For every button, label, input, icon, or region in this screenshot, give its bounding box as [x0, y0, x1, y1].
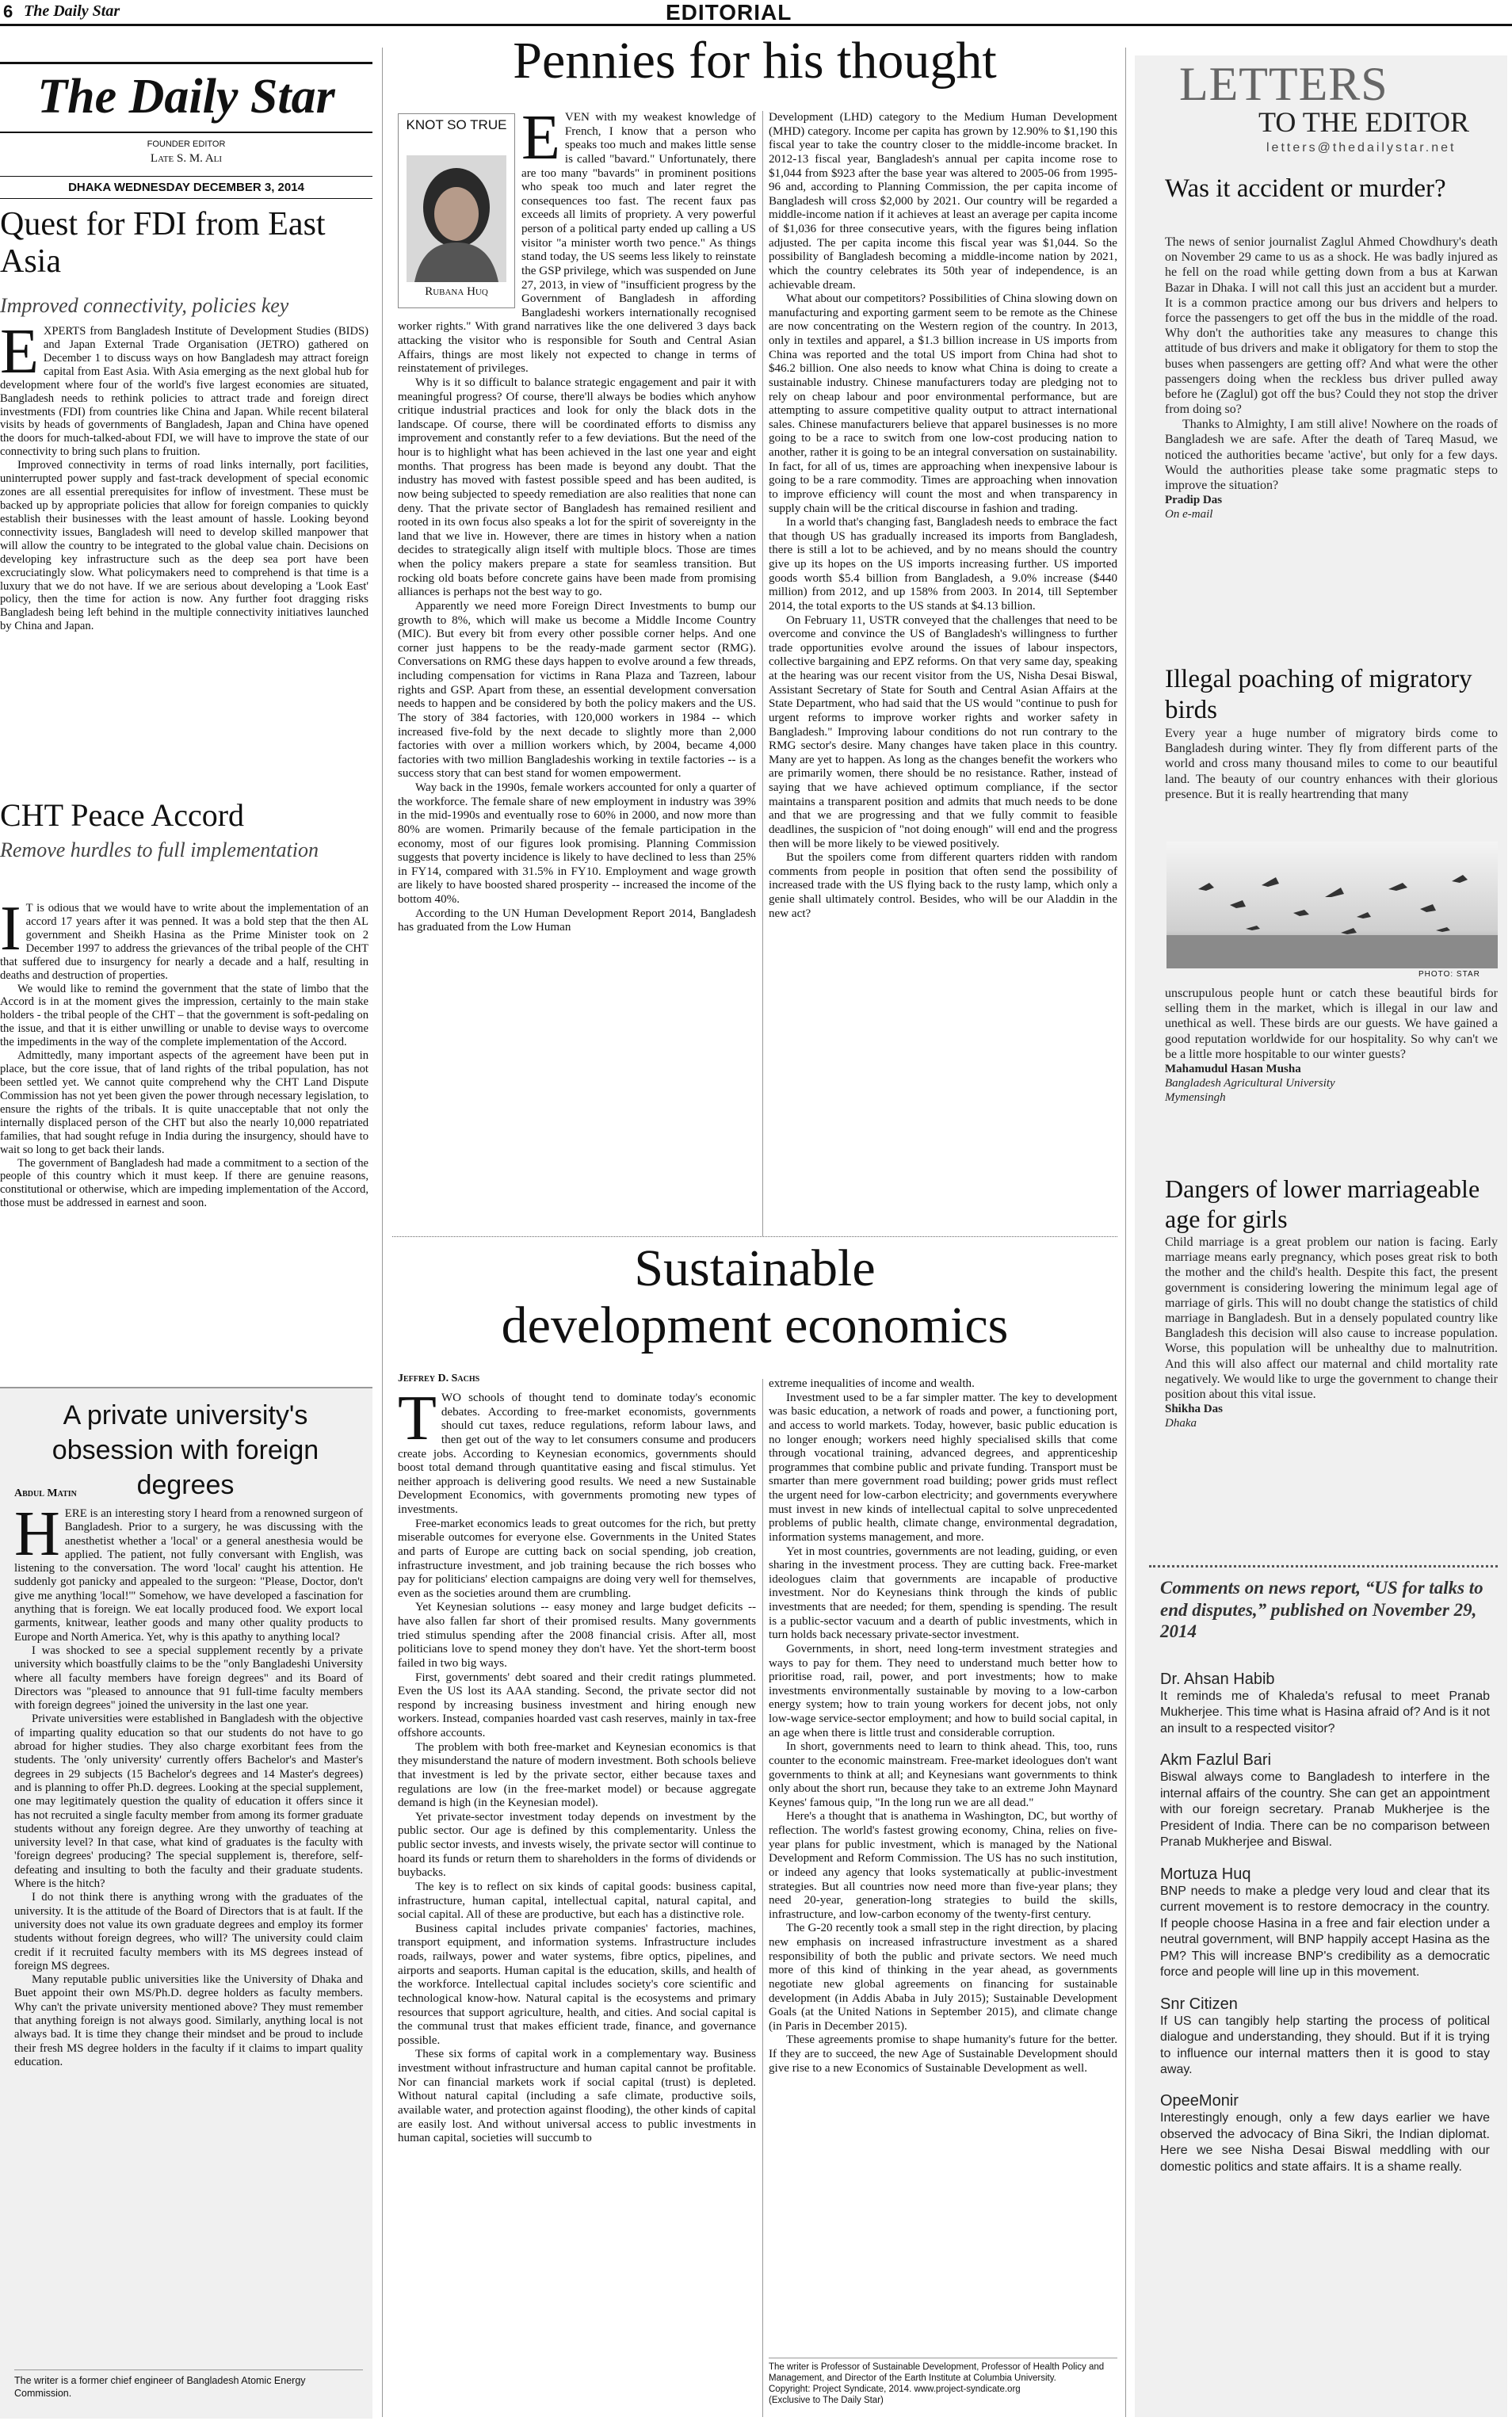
drop-cap: H — [14, 1499, 60, 1569]
sustainable-headline-2: development economics — [501, 1296, 1009, 1354]
editorial2-headline: CHT Peace Accord — [0, 797, 245, 833]
masthead-rule-top — [0, 62, 372, 64]
paragraph: XPERTS from Bangladesh Institute of Development Studies (BIDS) and Japan External Trade Organisation (JETRO) gathered on December 1 to discuss ways on how Bangladesh may attract foreign capital from East Asia. With Asia emerging as the next global hub for development where four of the world's five largest economies are situated, Bangladesh needs to rethink policies to attract trade and foreign direct investments (FDI) from countries like China and Japan. While recent bilateral visits by heads of governments of Bangladesh, Japan and China have opened the doors for much-talked-about FDI, we will have to improve the state of our connectivity to bring such plans to fruition. — [0, 325, 368, 459]
byline: Abdul Matin — [14, 1487, 77, 1499]
editorial1-headline: Quest for FDI from East Asia — [0, 206, 326, 281]
letter2-body-top: Every year a huge number of migratory birds come to Bangladesh during winter. They fly from different parts of the world and cross many thousand miles to come to our beautiful land. The beauty of our country enhances with their glorious presence. But it is really heartrending that many — [1165, 727, 1498, 801]
copyright: Copyright: Project Syndicate, 2014. www.project-syndicate.org — [769, 2385, 1021, 2395]
letter1-body — [1165, 235, 1498, 521]
paragraph: The problem with both free-market and Keynesian economics is that they misunderstand the nature of modern investment. Both schools believe that investment is led by the private sector, either because taxes and regulations are low (in the free-market model) or because aggregate demand is high (in the Keynesian model). — [398, 1740, 756, 1810]
private-university-article — [0, 1387, 372, 2419]
article-body — [14, 1499, 363, 2069]
comment-text: It reminds me of Khaleda's refusal to meet Pranab Mukherjee. This time what is Hasina afraid of? And is it not an insult to a respected visitor? — [1160, 1690, 1490, 1736]
writer-note: The writer is a former chief engineer of Bangladesh Atomic Energy Commission. — [14, 2375, 306, 2399]
column-rule — [382, 48, 383, 2417]
paragraph: extreme inequalities of income and wealth. — [769, 1377, 975, 1390]
paragraph: Admittedly, many important aspects of the agreement have been put in place, but the core issue, that of land rights of the tribal population, has not been settled yet. We cannot quite comprehend why the CHT Land Dispute Commission has not yet been given the power through necessary legislation, to ensure the rights of the tribals. It is quite unacceptable that not only the internally displaced person of the CHT but also the nearly 10,000 repatriated families, that had sought refuge in India during the insurgency, should have to wait so long to get back their lands. — [0, 1049, 368, 1156]
comment-author: OpeeMonir — [1160, 2092, 1239, 2110]
page-number: 6 — [3, 2, 13, 21]
letters-email[interactable]: letters@thedailystar.net — [1266, 141, 1457, 155]
signature-sub: On e-mail — [1165, 508, 1213, 521]
paragraph: I do not think there is anything wrong with the graduates of the university. It is the attitude of the Board of Directors that is at fault. If the university does not value its own graduate degrees and employ its former students without foreign degrees, who will? The university could claim credit if it recruited faculty members with its MS degrees instead of foreign MS degrees. — [14, 1891, 363, 1972]
paragraph: Apparently we need more Foreign Direct Investments to bump our growth to 8%, which will make us become a Middle Income Country (MIC). But every bit from every other possible corner helps. And one corner just happens to be the ready-made garment sector (RMG). Conversations on RMG these days happen to evolve around a few threads, including compensation for victims in Rana Plaza and Tazreen, labour rights and GSP. Apart from these, an essential development conversation needs to happen and be considered by both the policy makers and the US. The story of 384 factories, with 120,000 workers in 1984 -- which increased five-fold by the next decade to slightly more than 2,000 factories with over a million workers which, by 2004, became 4,000 factories with two million Bangladeshis working in textile factories -- is a success story that can best stand for women empowerment. — [398, 599, 756, 781]
comment-author: Dr. Ahsan Habib — [1160, 1671, 1275, 1688]
founder-label: FOUNDER EDITOR — [147, 139, 226, 149]
paragraph: The government of Bangladesh had made a commitment to a section of the people of this country which it must keep. If there are genuine reasons, constitutional or otherwise, which are impeding implementation of the Accord, those must be addressed in earnest and soon. — [0, 1156, 368, 1210]
paragraph: These agreements promise to shape humanity's future for the better. If they are to succeed, the new Age of Sustainable Development should give rise to a new Economics of Sustainable Development as well. — [769, 2033, 1117, 2075]
comment-item — [1160, 2092, 1490, 2175]
paragraph: Yet Keynesian solutions -- easy money and large budget deficits -- have also fallen far short of their promised results. Many governments tried stimulus spending after the 2008 financial crisis. After all, most politicians love to spend money they don't have. Yet the short-term boost failed in two big ways. — [398, 1601, 756, 1670]
paragraph: Why is it so difficult to balance strategic engagement and pair it with meaningful progress? Of course, there'll always be bodies which anyhow critique industrial practices and look for only the black dots in the landscape. Of course, there will be coordinated efforts to dismiss any improvement and constantly refer to a few deviations. But the need of the hour is to highlight what has been achieved in the last one year and eight months. That progress has been made is beyond any doubt. That the industry has moved with fastest possible speed and has been audited, is now being subjected to speedy remediation are also realities that none can deny. That the private sector of Bangladesh has remained resilient and rooted in its own focus also speaks a lot for the spirit of sovereignty in the land that we live in. However, there are times in history when a nation decides to strategically align itself with multiple blocs. Those are times when the policy makers prepare a state for seamless transition. But rocking old boats before concrete gains have been made from promising alliances is perhaps not the best way to go. — [398, 376, 756, 599]
comment-list — [1160, 1671, 1490, 2175]
comments-box — [1149, 1565, 1498, 2414]
paragraph: I was shocked to see a special supplement recently by a private university which boastfully claims to be the "only Bangladeshi University where all faculty members have foreign degrees" and its Board of Directors was "pleased to announce that 91 full-time faculty members with foreign degrees" joined the university in the last one year. — [14, 1644, 363, 1713]
byline: Jeffrey D. Sachs — [398, 1373, 480, 1384]
letters-subtitle: TO THE EDITOR — [1258, 106, 1469, 138]
paragraph: Investment used to be a far simpler matter. The key to development was basic education, a network of roads and power, a functioning port, and access to world markets. Today, however, basic public education is no longer enough; workers need highly specialised skills that come through vocational training, advanced degrees, and apprenticeship programmes that combine public and private funding. Transport must be smarter than mere government road building; power grids must reflect the urgent need for low-carbon electricity; and governments everywhere must invest in new kinds of intellectual capital to solve unprecedented problems of public health, climate change, environmental degradation, information systems management, and more. — [769, 1391, 1117, 1544]
portrait-spacer — [398, 111, 521, 314]
paragraph: The key is to reflect on six kinds of capital goods: business capital, infrastructure, human capital, intellectual capital, natural capital, and social capital. All of these are productive, but each has a distinctive role. — [398, 1880, 756, 1922]
article-headline: A private university's obsession with foreign degrees — [52, 1400, 319, 1501]
comment-text: Biswal always come to Bangladesh to interfere in the internal affairs of the country. She can get an appointment with our foreign secretary. Pranab Mukherjee is the President of India. There can be no comparison between Pranab Mukherjee and Biswal. — [1160, 1770, 1490, 1850]
paragraph: Private universities were established in Bangladesh with the objective of imparting quality education so that our students do not have to go abroad for higher studies. They also charge exorbitant fees from the students. The 'only university' currently offers Bachelor's and Master's degrees in 29 subjects (15 Bachelor's degrees and 14 Master's degrees) and is planning to offer Ph.D. degrees. Looking at the special supplement, one may legitimately question the quality of education it offers since it has not recruited a single faculty member from among its former graduate students without any foreign degree. Are they unworthy of teaching at university level? In that case, what kind of graduates is the faculty with 'foreign degrees' producing? The special supplement is, therefore, self-defeating and insulting to both the faculty and their graduate students. Where is the hitch? — [14, 1713, 363, 1891]
letter3-body — [1165, 1235, 1498, 1430]
paragraph: Governments, in short, need long-term investment strategies and ways to pay for them. They need to understand much better how to prioritise road, rail, power, and port investments; how to make investments environmentally sustainable by moving to a low-carbon energy system; how to train young workers for decent jobs, not only low-wage service-sector employment; and how to build social capital, in an age when there is little trust and considerable corruption. — [769, 1642, 1117, 1739]
paragraph: These six forms of capital work in a complementary way. Business investment without infrastructure and human capital cannot be profitable. Nor can financial markets work if social capital (trust) is depleted. Without natural capital (including a safe climate, productive soils, available water, and protection against flooding), the other kinds of capital are easily lost. And without universal access to public investments in human capital, societies will succumb to — [398, 2048, 756, 2145]
masthead-logo: The Daily Star — [37, 70, 335, 124]
comment-author: Mortuza Huq — [1160, 1865, 1251, 1883]
writer-note-text: The writer is Professor of Sustainable Development, Professor of Health Policy and Management, and Director of the Earth Institute at Columbia University. — [769, 2362, 1105, 2384]
paragraph: According to the UN Human Development Report 2014, Bangladesh has graduated from the Low Human — [398, 907, 756, 934]
paragraph: Here's a thought that is anathema in Washington, DC, but worthy of reflection. The world's fastest growing economy, China, relies on five-year plans for public investment, which is managed by the National Development and Reform Commission. The US has no such institution, or indeed any agency that looks systematically at public-investment strategies. But all countries now need more than five-year plans; they need 20-year, generation-long strategies to build the skills, infrastructure, and low-carbon economy of the twenty-first century. — [769, 1810, 1117, 1921]
paragraph: ERE is an interesting story I heard from a renowned surgeon of Bangladesh. Prior to a surgery, he was discussing with the anesthetist whether a 'local' or a general anesthesia would be applied. The patient, not fully conversant with English, was listening to the conversation. The word 'local' caught his attention. He suddenly got panicky and appealed to the surgeon: "Please, Doctor, don't give me anything 'local!'" Somehow, we have developed a fascination for anything that is foreign. We eat locally produced food. We export local garments, knitwear, leather goods and many other quality products to Europe and North America. Yet, why is this apathy to anything local? — [14, 1507, 363, 1644]
comment-item — [1160, 1865, 1490, 1981]
paragraph: Yet private-sector investment today depends on investment by the public sector. Our age is defined by this complementarity. Unless the public sector invests, and invests wisely, the private sector will continue to hoard its funds or return them to shareholders in the forms of dividends or buybacks. — [398, 1810, 756, 1880]
paragraph: What about our competitors? Possibilities of China slowing down on manufacturing and exporting garment seem to be remote as the Chinese are now concentrating on the Western region of the country. In 2013, only in textiles and apparel, a $1.3 billion increase in US imports from China was reported and the total US import from China had shot to $46.2 billion. One also needs to know what China is doing to create a sustainable industry. Chinese manufacturers today are pledging not to rely on cheap labour and poor environmental performance, but are attempting to assure competitive quality output to attract international sales. Chinese manufacturers believe that apparel businesses is no more going to be a race to switch from one low-cost producing nation to another, rather it is going to be an integral conversation on sustainability. In fact, for all of us, times are approaching when inexpensive labour is going to be a rare commodity. Times are approaching when innovation to improve efficiency will count the most and when transparency in supply chain will be the critical discourse in fashion and trading. — [769, 292, 1117, 515]
column-name: KNOT SO TRUE — [406, 117, 507, 132]
paragraph: The news of senior journalist Zaglul Ahmed Chowdhury's death on November 29 came to us as a shock. He was badly injured as he fell on the road while getting down from a bus at Karwan Bazar in Dhaka. I will not call this just an accident but a murder. It is a common practice among our bus drivers and helpers to force the passengers to get off the bus in the middle of the road. Why don't the authorities take any measures to change this attitude of bus drivers and make it obligatory for them to stop the buses when passengers are getting off? And what were the other passengers doing when the reckless bus driver pulled away before he (Zaglul) got off the bus? Could they not stop the driver from doing so? — [1165, 235, 1498, 417]
signature-sub: Mymensingh — [1165, 1090, 1226, 1104]
comment-author: Akm Fazlul Bari — [1160, 1751, 1272, 1770]
comment-author: Snr Citizen — [1160, 1995, 1238, 2013]
section-title: EDITORIAL — [666, 0, 792, 25]
comment-item — [1160, 1995, 1490, 2079]
paragraph: On February 11, USTR conveyed that the challenges that need to be overcome and convince the US of Bangladesh's willingness to further trade opportunities evolve around the issues of labour inspectors, collective bargaining and EPZ reforms. On that very same day, speaking at the hearing was our recent visitor from the US, Nisha Desai Biswal, Assistant Secretary of State for South and Central Asian Affairs at the State Department, who had said that the US would "continue to push for urgent reforms to improve worker rights and worker safety in Bangladesh." Improving labour conditions do not run contrary to the RMG sector's desire. Many changes have taken place in this country. Many are yet to happen. As long as the changes benefit the workers who are primarily women, there should be no resistance. Rather, instead of saying that we have achieved optimum compliance, if the sector maintains a transparent position and admits that much needs to be done and that we are progressing and that we fully commit to feasible deadlines, the suspicion of "not doing enough" will end and the progress then will be more likely to be viewed positively. — [769, 613, 1117, 850]
writer-note — [769, 2362, 1117, 2406]
drop-cap: T — [398, 1384, 437, 1453]
sustainable-headline-1: Sustainable — [634, 1239, 876, 1297]
column-rule — [1125, 48, 1126, 2417]
editorial2-deck: Remove hurdles to full implementation — [0, 838, 319, 861]
letter2-body-bottom — [1165, 986, 1498, 1105]
signature-sub: Bangladesh Agricultural University — [1165, 1076, 1335, 1090]
letter1-headline: Was it accident or murder? — [1165, 174, 1446, 203]
paragraph: WO schools of thought tend to dominate today's economic debates. According to free-market economists, governments should cut taxes, reduce regulations, reform labour laws, and then get out of the way to let consumers consume and producers create jobs. According to Keynesian economics, governments should boost total demand through quantitative easing and fiscal stimulus. Yet neither approach is delivering good results. We need a new Sustainable Development Economics, with governments promoting new types of investments. — [398, 1392, 756, 1516]
paragraph: The G-20 recently took a small step in the right direction, by placing new emphasis on increased infrastructure investment as a shared responsibility of both the public and private sectors. We need much more of this kind of thinking in the year ahead, as governments negotiate new global agreements on financing for sustainable development (in Addis Ababa in July 2015); Sustainable Development Goals (at the United Nations in September 2015), and climate change (in Paris in December 2015). — [769, 1922, 1117, 2033]
founder-name: Late S. M. Ali — [150, 152, 223, 165]
paragraph: Many reputable public universities like the University of Dhaka and Buet appoint their own MS/Ph.D. degree holders as faculty members. Why can't the private university mentioned above? They must remember that anything foreign is not always good. Similarly, anything local is not always bad. It is time they change their mindset and be proud to include their fresh MS degree holders in the faculty if it claims to impart quality education. — [14, 1973, 363, 2068]
signature: Shikha Das — [1165, 1403, 1223, 1416]
author-name: Rubana Huq — [425, 285, 488, 298]
paragraph: VEN with my weakest knowledge of French, I know that a person who speaks too much and makes little sense is called "bavard." Unfortunately, there are too many "bavards" in prominent positions who speak too much and later regret the consequences too fast. The recent faux pas exceeds all limits of propriety. A very powerful person of a political party ended up calling a US visitor "a minister worth two pence." As things stand today, the US seems less likely to reinstate the GSP privilege, which was suspended on June 27, 2013, in view of "insufficient progress by the Government of Bangladesh in affording Bangladeshi workers internationally recognised worker rights." With grand narratives like the one delivered 3 days back attacking the visitor who is responsible for South and Central Asian Affairs, things are most likely not expected to change in terms of reinstatement of privileges. — [398, 111, 756, 376]
paragraph: Yet in most countries, governments are not leading, guiding, or even sharing in the investment process. They are cutting back. Free-market ideologues claim that governments are incapable of productive investment. Nor do Keynesians think through the kinds of public investments that are needed; for them, spending is spending. The result is a public-sector vacuum and a dearth of public investments, which in turn holds back necessary private-sector investment. — [769, 1545, 1117, 1642]
paragraph: In short, governments need to learn to think ahead. This, too, runs counter to the economic mainstream. Free-market ideologues don't want governments to think at all; and Keynesians want governments to think only about the short run, because they take to an extreme John Maynard Keynes' famous quip, "In the long run we are all dead." — [769, 1740, 1117, 1809]
sustainable-body-left — [398, 1384, 756, 2146]
paragraph: Child marriage is a great problem our nation is facing. Early marriage means early pregnancy, which poses great risk to both the mother and the child's health. Despite this fact, the present government is considering lowering the minimum legal age of marriage of girls. This will no doubt change the statistics of child marriage in Bangladesh. But in a densely populated country like Bangladesh this decision will also cause to increase population. Worse, this population will be unhealthy due to malnutrition. And this will also affect our maternal and child mortality rate negatively. We would like to urge the government to change their position about this vital issue. — [1165, 1235, 1498, 1401]
column-rule — [762, 1379, 763, 2417]
signature-sub: Dhaka — [1165, 1417, 1197, 1430]
running-head: The Daily Star — [24, 2, 120, 20]
drop-cap: I — [0, 894, 21, 964]
comment-item — [1160, 1671, 1490, 1737]
letter3-headline: Dangers of lower marriageable age for girls — [1165, 1174, 1480, 1233]
comment-text: BNP needs to make a pledge very loud and clear that its current movement is to restore democracy in the country. If people choose Hasina in a free and fair election under a neutral government, will BNP happily accept Hasina as the PM? This will increase BNP's credibility as a democratic force and people will line up in this movement. — [1160, 1884, 1490, 1980]
drop-cap: E — [521, 103, 560, 173]
birds-photo — [1166, 842, 1498, 968]
signature: Mahamudul Hasan Musha — [1165, 1062, 1301, 1075]
comment-item — [1160, 1751, 1490, 1850]
paragraph: But the spoilers come from different quarters ridden with random comments from people in position that often send the possibility of increased trade with the US flying back to the rusty lamp, which only a genie shall ultimately control. Besides, who will be our Aladdin in the new act? — [769, 851, 1117, 920]
signature: Pradip Das — [1165, 494, 1223, 507]
pennies-body-right — [769, 111, 1117, 921]
exclusive-note: (Exclusive to The Daily Star) — [769, 2396, 884, 2406]
comments-heading: Comments on news report, “US for talks to end disputes,” published on November 29, 2014 — [1160, 1578, 1483, 1642]
sustainable-body-right — [769, 1377, 1117, 2075]
section-divider — [392, 1236, 1117, 1238]
paragraph: Way back in the 1990s, female workers accounted for only a quarter of the workforce. The female share of new employment in industry was 39% in the mid-1990s and eventually rose to 60% in 2000, and now more than 80% are women. Primarily because of the female participation in the economy, most of our figures look promising. Planning Commission suggests that poverty incidence is likely to have declined to less than 25% in FY14, compared with 31.5% in FY10. Employment and wage growth are likely to have boosted shared prosperity -- increased the income of the bottom 40%. — [398, 781, 756, 906]
paragraph: unscrupulous people hunt or catch these beautiful birds for selling them in the market, which is illegal in our law and unethical as well. These birds are our guests. We have gained a good reputation worldwide for our hospitality. So why can't we be a little more hospitable to our winter guests? — [1165, 987, 1498, 1061]
paragraph: T is odious that we would have to write about the implementation of an accord 17 years after it was penned. It was a bold step that the then AL government and Sheikh Hasina as the Prime Minister took on 2 December 1997 to address the grievances of the tribal people of the CHT that suffered due to insurgency for nearly a decade and a half, resulting in deaths and destruction of properties. — [0, 902, 368, 982]
paragraph: Development (LHD) category to the Medium Human Development (MHD) category. Income per capita has grown by 12.90% to $1,190 this fiscal year to take the country closer to the middle-income bracket. In 2012-13 fiscal year, Bangladesh's annual per capita income rose to $1,044 from $923 after the base year was altered to 2005-06 from 1995-96 and, according to Planning Commission, the per capita income of Bangladesh will cross $2,000 by 2021. Our country will be regarded a middle-income nation if it achieves at least an average per capita income of $1,036 for three consecutive years, with the figures being inflation adjusted. The per capita income this fiscal year was $1,044. So the possibility of Bangladesh becoming a middle-income nation by 2021, which the country celebrates its 50th year of independence, is an achievable dream. — [769, 111, 1117, 292]
editorial1-body — [0, 317, 368, 633]
comment-text: Interestingly enough, only a few days earlier we have observed the advocacy of Bina Sikri, the Indian diplomat. Here we see Nisha Desai Biswal meddling with our domestic politics and state affairs. It is a shame really. — [1160, 2111, 1490, 2174]
dateline: DHAKA WEDNESDAY DECEMBER 3, 2014 — [0, 176, 372, 199]
drop-cap: E — [0, 317, 39, 387]
paragraph: Thanks to Almighty, I am still alive! Nowhere on the roads of Bangladesh we are safe. After the death of Tareq Masud, we noticed the authorities became 'active', but only for a few days. Would the authorities please take some pragmatic steps to improve the situation? — [1165, 418, 1498, 492]
paragraph: First, governments' debt soared and their credit ratings plummeted. Even the US lost its AAA standing. Second, the private sector did not respond by increasing business investment and hiring enough new workers. Instead, companies hoarded vast cash reserves, mainly in tax-free offshore accounts. — [398, 1671, 756, 1739]
paragraph: Improved connectivity in terms of road links internally, port facilities, uninterrupted power supply and fast-track development of special economic zones are all essential prerequisites for inflow of investment. These must be backed up by appropriate policies that allow for foreign companies to quickly establish their businesses with the least amount of hassle. Looking beyond connectivity issues, Bangladesh will need to develop skilled manpower that will allow the country to be integrated to the global value chain. Decisions on developing key infrastructure such as the deep sea port have been excruciatingly slow. What policymakers need to comprehend is that time is a luxury that we do not have. If we are serious about developing a 'Look East' policy, then the time for action is now. Any further foot dragging risks Bangladesh being left behind in the multiple connectivity initiatives launched by China and Japan. — [0, 459, 368, 633]
editorial2-body — [0, 894, 368, 1210]
pennies-headline: Pennies for his thought — [513, 32, 997, 90]
paragraph: We would like to remind the government that the state of limbo that the Accord is in at the moment gives the impression, certainly to the main stake holders - the tribal people of the CHT – that the government is soft-pedaling on the issue, and that it is either unwilling or unable to devise ways to overcome the impediments in the way of the complete implementation of the Accord. — [0, 982, 368, 1049]
comment-text: If US can tangibly help starting the process of political dialogue and understanding, they should. But if it is trying to influence our internal matters then it is good to stay away. — [1160, 2014, 1490, 2076]
left-column — [0, 48, 372, 1379]
column-rule — [762, 111, 763, 1236]
photo-credit: PHOTO: STAR — [1418, 970, 1480, 979]
editorial1-deck: Improved connectivity, policies key — [0, 294, 289, 317]
paragraph: Free-market economics leads to great outcomes for the rich, but pretty miserable outcomes for everyone else. Governments in the United States and parts of Europe are cutting back on social spending, job creation, infrastructure investment, and job training because the rich bosses who pay for politicians' election campaigns are doing very well for themselves, even as the societies around them are crumbling. — [398, 1517, 756, 1600]
letter2-headline: Illegal poaching of migratory birds — [1165, 665, 1472, 724]
paragraph: In a world that's changing fast, Bangladesh needs to embrace the fact that though US has gradually increased its imports from Bangladesh, there is still a lot to be achieved, and by no means should the country give up its hopes on the US imports increasing further. US imported goods worth $5.4 billion from Bangladesh, a 9.0% increase ($440 million) from 2012, and up 158% from 2003. In 2014, till September 2014, the total exports to the US stands at $4.13 billion. — [769, 516, 1117, 613]
paragraph: Business capital includes private companies' factories, machines, transport equipment, and information systems. Infrastructure includes roads, railways, power and water systems, fibre optics, pipelines, and airports and seaports. Human capital is the education, skills, and health of the workforce. Intellectual capital includes society's core scientific and technological know-how. Natural capital is the ecosystems and primary resources that support agriculture, health, and cities. And social capital is the communal trust that makes efficient trade, finance, and governance possible. — [398, 1922, 756, 2047]
masthead-rule-bottom — [0, 132, 372, 133]
divider — [14, 2369, 363, 2370]
letters-title: LETTERS — [1179, 58, 1388, 110]
pennies-body-left — [398, 103, 756, 935]
